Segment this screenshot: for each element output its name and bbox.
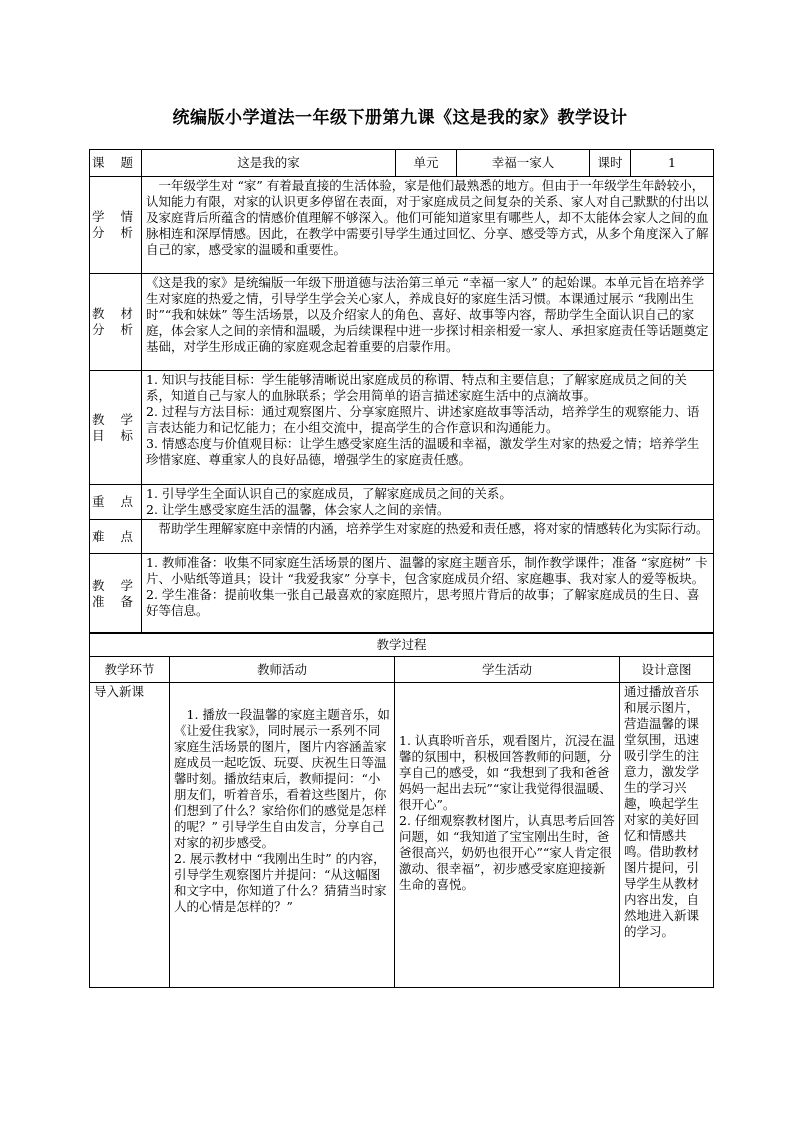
column-header-stage: 教学环节 xyxy=(90,657,170,683)
teaching-prep-label xyxy=(90,554,142,634)
teaching-goals-label xyxy=(90,371,142,485)
teacher-activity xyxy=(170,683,395,988)
learner-analysis-text: 一年级学生对 “家” 有着最直接的生活体验，家是他们最熟悉的地方。但由于一年级学生年龄较小，认知能力有限，对家的认识更多停留在表面，对于家庭成员之间复杂的关系、家人对自己默默的付出以及家庭背后所蕴含的情感价值理解不够深入。他们可能知道家里有哪些人，却不太能体会家人之间的血脉相连和深厚情感。因此，在教学中需要引导学生通过回忆、分享、感受等方式，从多个角度深入了解自己的家，感受家的温暖和重要性。 xyxy=(142,177,714,274)
goals-label-line2: 目 标 xyxy=(92,427,139,443)
prep-item: 2. 学生准备：提前收集一张自己最喜欢的家庭照片，思考照片背后的故事；了解家庭成员的生日、喜好等信息。 xyxy=(146,587,700,618)
column-header-purpose: 设计意图 xyxy=(620,657,714,683)
document-title: 统编版小学道法一年级下册第九课《这是我的家》教学设计 xyxy=(172,108,628,128)
material-analysis-text: 《这是我的家》是统编版一年级下册道德与法治第三单元 “幸福一家人” 的起始课。本单元旨在培养学生对家庭的热爱之情，引导学生学会关心家人，养成良好的家庭生活习惯。本课通过展示 “我刚出生时”“我和妹妹” 等生活场景，以及介绍家人的角色、喜好、故事等内容，帮助学生全面认识自己的家庭，体会家人之间的亲情和温暖，为后续课程中进一步探讨相亲相爱一家人、承担家庭责任等话题奠定基础，对学生形成正确的家庭观念起着重要的启蒙作用。 xyxy=(142,274,714,371)
process-heading: 教学过程 xyxy=(90,633,714,657)
prep-label-line1: 教 学 xyxy=(92,577,139,593)
prep-item: 1. 教师准备：收集不同家庭生活场景的图片、温馨的家庭主题音乐，制作教学课件；准备 “家庭树” 卡片、小贴纸等道具；设计 “我爱我家” 分享卡，包含家庭成员介绍、家庭趣事、我对家人的爱等板块。 xyxy=(146,555,708,586)
key-points-label: 重 点 xyxy=(90,485,142,520)
teaching-goals-text xyxy=(142,371,714,485)
prep-label-line2: 准 备 xyxy=(92,593,139,609)
goal-item: 2. 过程与方法目标：通过观察图片、分享家庭照片、讲述家庭故事等活动，培养学生的观察能力、语言表达能力和记忆能力；在小组交流中，提高学生的合作意识和沟通能力。 xyxy=(146,404,700,435)
design-purpose: 通过播放音乐和展示图片，营造温馨的课堂氛围，迅速吸引学生的注意力，激发学生的学习兴趣，唤起学生对家的美好回忆和情感共鸣。借助教材图片提问，引导学生从教材内容出发，自然地进入新课的学习。 xyxy=(620,683,714,988)
key-points-text xyxy=(142,485,714,520)
learner-analysis-label xyxy=(90,177,142,274)
key-item: 2. 让学生感受家庭生活的温馨，体会家人之间的亲情。 xyxy=(146,502,450,517)
student-step: 2. 仔细观察教材图片，认真思考后回答问题，如 “我知道了宝宝刚出生时，爸爸很高兴，奶奶也很开心”“家人肯定很激动、很幸福”，初步感受家庭迎接新生命的喜悦。 xyxy=(399,813,615,892)
topic-label: 课 题 xyxy=(90,150,142,177)
learner-label-line2: 分 析 xyxy=(92,225,139,240)
topic-value: 这是我的家 xyxy=(142,150,396,177)
teacher-step: 1. 播放一段温馨的家庭主题音乐，如《让爱住我家》，同时展示一系列不同家庭生活场景的图片，图片内容涵盖家庭成员一起吃饭、玩耍、庆祝生日等温馨时刻。播放结束后，教师提问：“小朋友们，听着音乐，看着这些图片，你们想到了什么？家给你们的感觉是怎样的呢？” 引导学生自由发言，分享自己对家的初步感受。 xyxy=(174,707,390,850)
goals-label-line1: 教 学 xyxy=(92,411,139,427)
difficulty-label: 难 点 xyxy=(90,520,142,554)
student-activity xyxy=(395,683,620,988)
teaching-prep-text xyxy=(142,554,714,634)
material-label-line1: 教 材 xyxy=(92,306,139,321)
learner-label-line1: 学 情 xyxy=(92,209,139,224)
student-step: 1. 认真聆听音乐，观看图片，沉浸在温馨的氛围中，积极回答教师的问题，分享自己的感受，如 “我想到了我和爸爸妈妈一起出去玩”“家让我觉得很温暖、很开心”。 xyxy=(399,733,615,812)
teacher-step: 2. 展示教材中 “我刚出生时” 的内容，引导学生观察图片并提问：“从这幅图和文字中，你知道了什么？猜猜当时家人的心情是怎样的？” xyxy=(174,851,387,914)
hours-label: 课时 xyxy=(590,150,631,177)
unit-value: 幸福一家人 xyxy=(457,150,590,177)
key-item: 1. 引导学生全面认识自己的家庭成员，了解家庭成员之间的关系。 xyxy=(146,486,512,501)
goal-item: 3. 情感态度与价值观目标：让学生感受家庭生活的温暖和幸福，激发学生对家的热爱之情；培养学生珍惜家庭、尊重家人的良好品德，增强学生的家庭责任感。 xyxy=(146,436,700,467)
unit-label: 单元 xyxy=(396,150,457,177)
lesson-info-table xyxy=(89,149,714,634)
teaching-process-table xyxy=(89,632,714,988)
hours-value: 1 xyxy=(631,150,714,177)
stage-intro: 导入新课 xyxy=(90,683,170,988)
goal-item: 1. 知识与技能目标：学生能够清晰说出家庭成员的称谓、特点和主要信息；了解家庭成员之间的关系，知道自己与家人的血脉联系；学会用简单的语言描述家庭生活中的点滴故事。 xyxy=(146,372,687,403)
difficulty-text: 帮助学生理解家庭中亲情的内涵，培养学生对家庭的热爱和责任感，将对家的情感转化为实际行动。 xyxy=(142,520,714,554)
column-header-teacher: 教师活动 xyxy=(170,657,395,683)
column-header-student: 学生活动 xyxy=(395,657,620,683)
material-analysis-label xyxy=(90,274,142,371)
material-label-line2: 分 析 xyxy=(92,322,139,337)
